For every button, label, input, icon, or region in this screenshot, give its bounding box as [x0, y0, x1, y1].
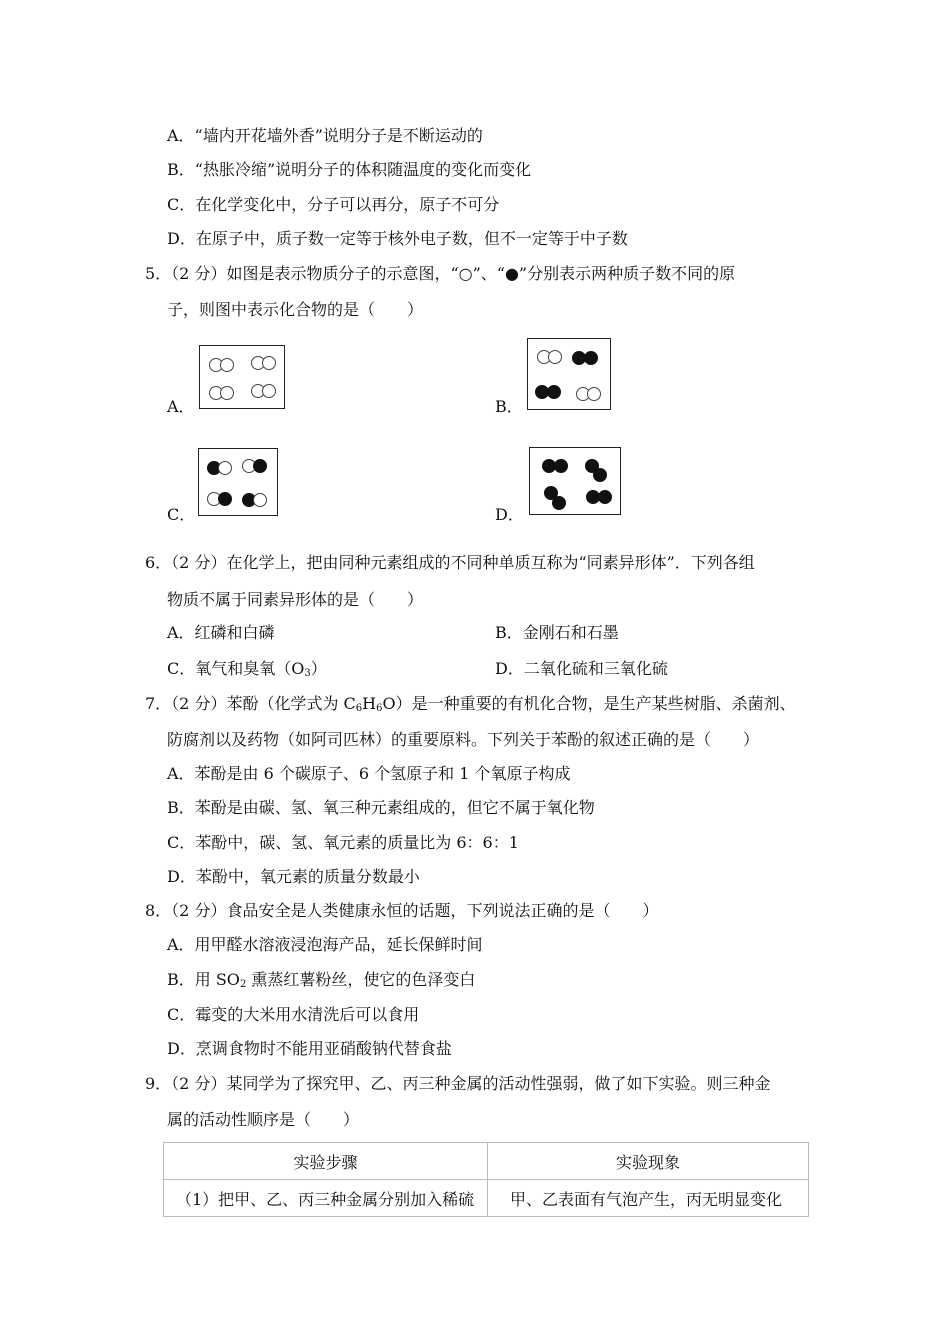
q6-option-d: D．二氧化硫和三氧化硫	[495, 659, 668, 678]
q9-stem-line2: 属的活动性顺序是（ ）	[167, 1110, 360, 1129]
q5-label-c: C．	[167, 505, 196, 524]
q7-stem-line2: 防腐剂以及药物（如阿司匹林）的重要原料。下列关于苯酚的叙述正确的是（ ）	[167, 730, 760, 749]
q5-label-b: B．	[495, 397, 523, 416]
q8-option-c: C．霉变的大米用水清洗后可以食用	[167, 1005, 420, 1024]
q6-option-c: C．氧气和臭氧$(O_3)$	[167, 659, 327, 679]
q5-diagram-b	[527, 338, 611, 410]
q5-diagram-a	[199, 345, 285, 409]
q5-label-d: D．	[495, 505, 524, 524]
table-header-steps: 实验步骤	[164, 1143, 488, 1180]
q9-experiment-table	[163, 1142, 809, 1217]
q6-stem-line2: 物质不属于同素异形体的是（ ）	[167, 590, 424, 609]
q6-option-b: B．金刚石和石墨	[495, 623, 619, 642]
q6-stem-line1: 6．（2 分）在化学上，把由同种元素组成的不同种单质互称为“同素异形体”．下列各组	[145, 553, 755, 572]
q4-option-c: C．在化学变化中，分子可以再分，原子不可分	[167, 195, 500, 214]
table-header-row	[164, 1143, 809, 1180]
q4-option-d: D．在原子中，质子数一定等于核外电子数，但不一定等于中子数	[167, 229, 628, 248]
q8-stem: 8．（2 分）食品安全是人类健康永恒的话题，下列说法正确的是（ ）	[145, 901, 659, 920]
table-row	[164, 1180, 809, 1217]
q7-option-c: C．苯酚中，碳、氢、氧元素的质量比为 6：6：1	[167, 833, 519, 852]
q7-stem-line1: 7．（2 分）苯酚（化学式为 $C_6H_6O$）是一种重要的有机化合物，是生产某些树脂、杀菌剂、	[145, 694, 796, 714]
q8-option-b: B．用 $SO_2$ 熏蒸红薯粉丝，使它的色泽变白	[167, 970, 476, 990]
q5-diagram-d	[529, 447, 621, 515]
q7-option-d: D．苯酚中，氧元素的质量分数最小	[167, 867, 420, 886]
q6-option-a: A．红磷和白磷	[167, 623, 275, 642]
q8-option-d: D．烹调食物时不能用亚硝酸钠代替食盐	[167, 1039, 452, 1058]
q4-option-b: B．“热胀冷缩”说明分子的体积随温度的变化而变化	[167, 160, 532, 179]
q5-diagram-c	[198, 448, 278, 516]
table-cell: 甲、乙表面有气泡产生，丙无明显变化	[488, 1180, 809, 1217]
q5-stem-line1: 5．（2 分）如图是表示物质分子的示意图，“○”、“●”分别表示两种质子数不同的原	[145, 264, 736, 283]
table-header-phenomena: 实验现象	[488, 1143, 809, 1180]
q5-stem-line2: 子，则图中表示化合物的是（ ）	[167, 300, 424, 319]
table-cell: （1）把甲、乙、丙三种金属分别加入稀硫	[164, 1180, 488, 1217]
q7-option-a: A．苯酚是由 6 个碳原子、6 个氢原子和 1 个氧原子构成	[167, 764, 571, 783]
q4-option-a: A．“墙内开花墙外香”说明分子是不断运动的	[167, 126, 483, 145]
q5-label-a: A．	[167, 397, 195, 416]
q7-option-b: B．苯酚是由碳、氢、氧三种元素组成的，但它不属于氧化物	[167, 798, 595, 817]
q9-stem-line1: 9．（2 分）某同学为了探究甲、乙、丙三种金属的活动性强弱，做了如下实验。则三种金	[145, 1074, 771, 1093]
q8-option-a: A．用甲醛水溶液浸泡海产品，延长保鲜时间	[167, 935, 483, 954]
